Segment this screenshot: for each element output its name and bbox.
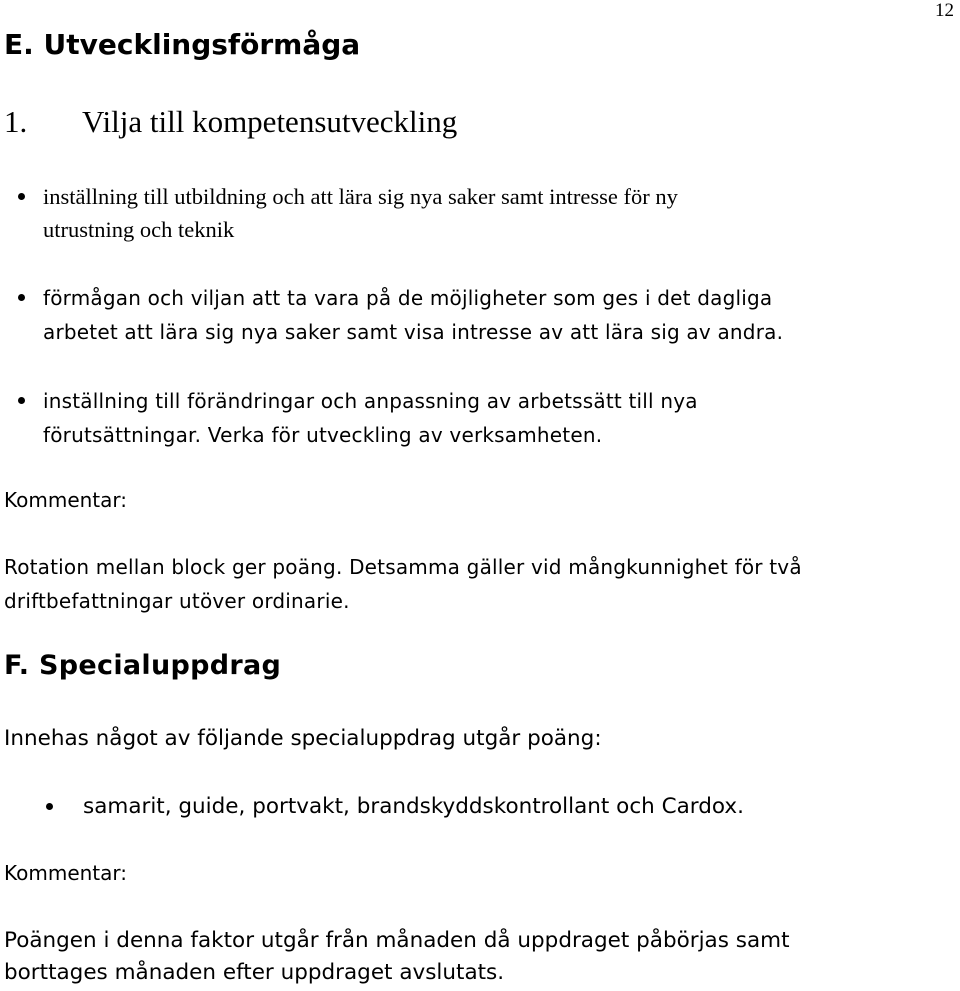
section-f-comment-line-2: borttages månaden efter uppdraget avslutats.: [4, 960, 505, 985]
bullet-2-line-1: förmågan och viljan att ta vara på de möjligheter som ges i det dagliga: [43, 286, 773, 310]
section-f-comment-line-1: Poängen i denna faktor utgår från månaden då uppdraget påbörjas samt: [4, 928, 790, 953]
section-e-comment-label: Kommentar:: [4, 488, 128, 512]
subsection-heading: [4, 104, 457, 140]
section-e-comment-line-1: Rotation mellan block ger poäng. Detsamma gäller vid mångkunnighet för två: [4, 555, 802, 579]
section-e-comment-line-2: driftbefattningar utöver ordinarie.: [4, 589, 350, 613]
page-number: 12: [935, 0, 954, 21]
bullet-dot-icon: [18, 294, 25, 301]
bullet-dot-icon: [18, 397, 25, 404]
bullet-1-line-2: utrustning och teknik: [43, 217, 235, 242]
subsection-number: 1.: [4, 104, 28, 139]
section-f-title: F. Specialuppdrag: [4, 650, 282, 681]
section-e-title: E. Utvecklingsförmåga: [4, 28, 361, 61]
bullet-1-line-1: inställning till utbildning och att lära sig nya saker samt intresse för ny: [43, 184, 678, 209]
bullet-2-line-2: arbetet att lära sig nya saker samt visa intresse av att lära sig av andra.: [43, 320, 784, 344]
section-f-comment-label: Kommentar:: [4, 861, 128, 885]
bullet-dot-icon: [46, 803, 53, 810]
section-f-bullet-1: samarit, guide, portvakt, brandskyddskontrollant och Cardox.: [83, 794, 744, 819]
bullet-dot-icon: [18, 193, 25, 200]
section-f-intro: Innehas något av följande specialuppdrag utgår poäng:: [4, 726, 602, 751]
bullet-3-line-2: förutsättningar. Verka för utveckling av verksamheten.: [43, 423, 603, 447]
subsection-title: Vilja till kompetensutveckling: [82, 104, 458, 139]
bullet-3-line-1: inställning till förändringar och anpassning av arbetssätt till nya: [43, 389, 698, 413]
